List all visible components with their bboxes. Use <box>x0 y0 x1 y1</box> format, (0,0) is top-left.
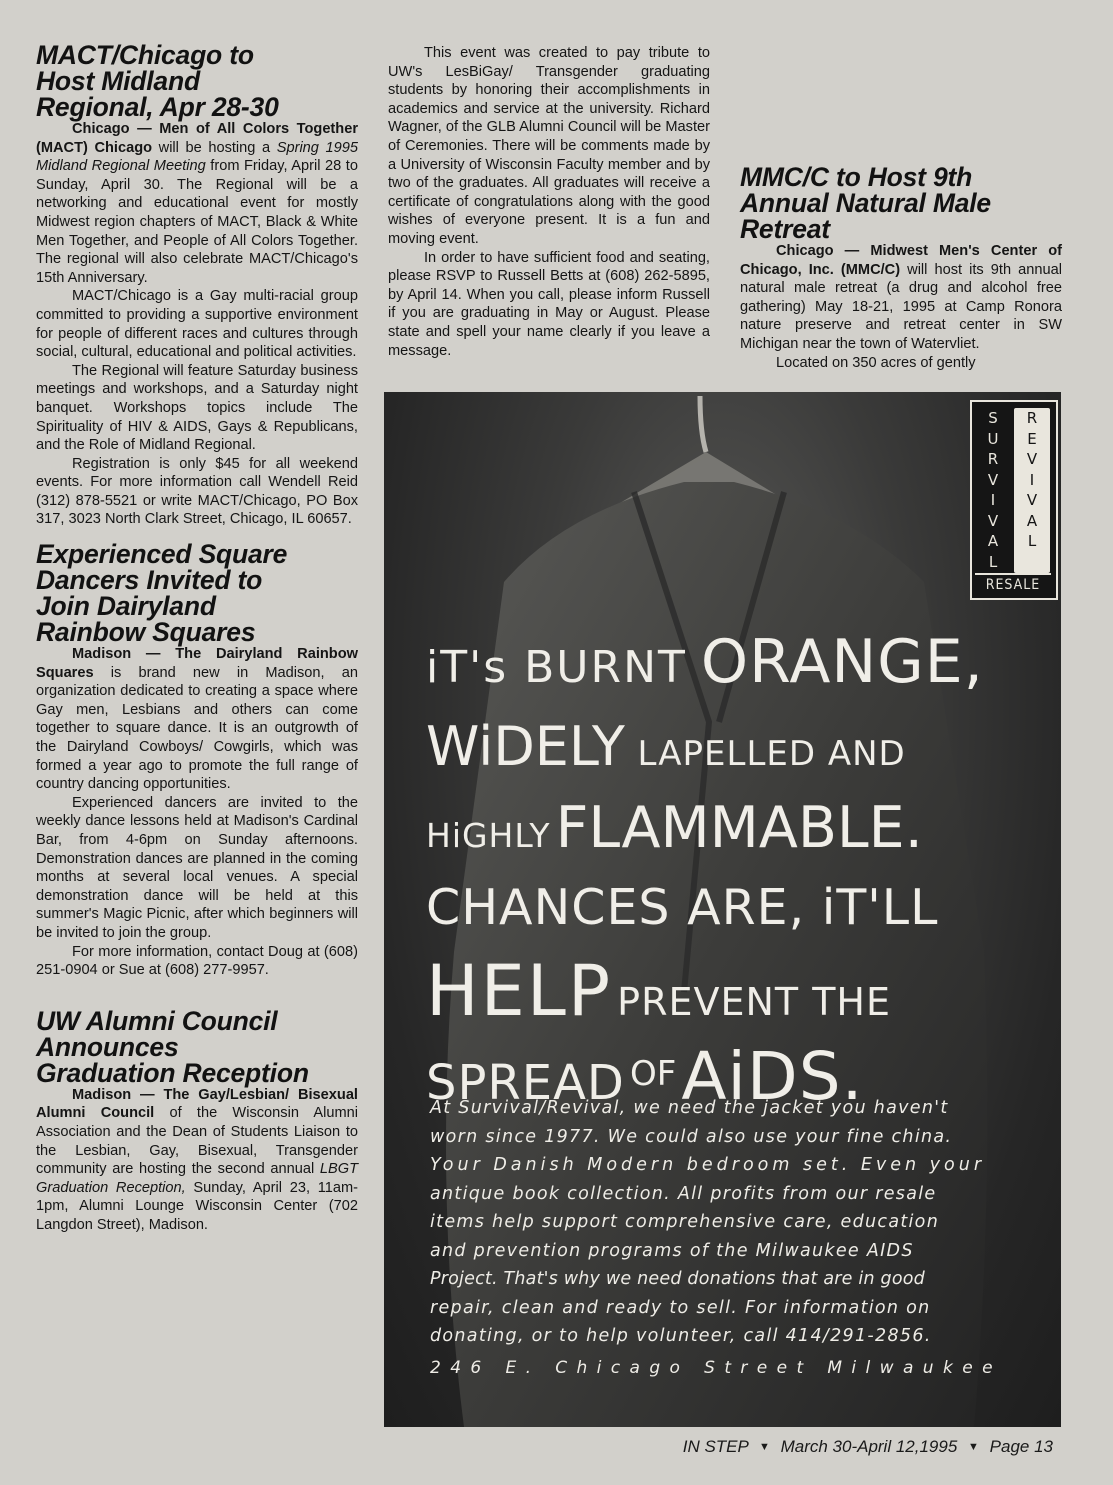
slogan-text: AiDS. <box>681 1038 864 1115</box>
headline-line: Dancers Invited to <box>36 565 263 596</box>
headline-line: Rainbow Squares <box>36 617 256 648</box>
article-mact-headline <box>36 42 358 120</box>
ad-body-line: At Survival/Revival, we need the jacket you haven't <box>430 1098 949 1118</box>
article-square-dance-headline <box>36 539 358 648</box>
logo-letter: V <box>987 470 999 489</box>
ad-body-line: items help support comprehensive care, education <box>430 1212 940 1232</box>
body-text: will be hosting a <box>152 139 277 156</box>
ad-body-copy <box>430 1094 990 1351</box>
logo-resale: RESALE <box>975 573 1051 595</box>
logo-letter: V <box>1026 491 1038 509</box>
publication-name: IN STEP <box>682 1437 749 1456</box>
article-alumni-paragraph: This event was created to pay tribute to UW's LesBiGay/ Transgender graduating students by honoring their accomplishments in academics and service at the university. Richard Wagner, of the GLB Alumni Council will be Master of Ceremonies. There will be comments made by a University of Wisconsin Faculty member and by two of the graduates. All graduates will receive a certificate of congratulations along with the good wishes of everyone present. It is a fun and moving event. <box>388 45 710 247</box>
logo-letter: E <box>1027 429 1037 448</box>
slogan-text: PREVENT THE <box>617 980 892 1024</box>
logo-letter: R <box>1026 409 1038 427</box>
slogan-text: WiDELY <box>426 715 625 778</box>
logo-letter: A <box>1026 511 1038 530</box>
logo-letter: V <box>987 511 999 530</box>
headline-line: Announces <box>36 1031 179 1062</box>
article-retreat-paragraph <box>740 242 1062 354</box>
survival-revival-logo <box>970 400 1058 600</box>
ad-address: 246 E. Chicago Street Milwaukee <box>430 1358 1002 1378</box>
dateline: Madison — The Gay/Lesbian/ Bisexual Alumni Council <box>36 1086 358 1122</box>
body-text: is brand new in Madison, an organization dedicated to creating a space where Gay men, Lesbians and others can come together to square dance. It is an outgrowth of the Dairyland Cowboys/ Cowgirls, which was formed a year ago to promote the full range of country dancing opportunities. <box>36 664 358 793</box>
article-alumni-paragraph <box>36 1086 358 1235</box>
ad-body-line: antique book collection. All profits from our resale <box>430 1183 937 1204</box>
logo-survival-letters <box>976 408 1010 573</box>
ad-body-line: and prevention programs of the Milwaukee AIDS <box>430 1240 914 1261</box>
column-2 <box>388 44 710 360</box>
slogan-text: HELP <box>426 950 613 1032</box>
slogan-text: LAPELLED AND <box>637 734 906 774</box>
ad-slogan <box>426 627 1036 1115</box>
column-1 <box>36 42 358 1235</box>
body-text: will host its 9th annual natural male retreat (a drug and alcohol free gathering) May 18-21, 1995 at Camp Ronora nature preserve and retreat center in SW Michigan near the town of Watervliet. <box>740 261 1062 352</box>
body-text: from Friday, April 28 to Sunday, April 30. The Regional will be a networking and educational event for mostly Midwest region chapters of MACT, Black & White Men Together, and People of All Colors Together. The regional will also celebrate MACT/Chicago's 15th Anniversary. <box>36 158 358 286</box>
separator-icon: ▼ <box>758 1441 770 1453</box>
headline-line: MMC/C to Host 9th <box>740 162 973 192</box>
article-square-dance-paragraph <box>36 645 358 794</box>
article-retreat-paragraph: Located on 350 acres of gently <box>776 354 976 371</box>
event-name: Spring 1995 Midland Regional Meeting <box>36 139 358 175</box>
headline-line: Join Dairyland <box>36 591 216 622</box>
slogan-text: CHANCES ARE, iT'LL <box>426 879 939 936</box>
headline-line: Host Midland <box>36 66 200 96</box>
headline-line: Annual Natural Male <box>740 188 991 218</box>
article-mact-paragraph <box>36 120 358 287</box>
article-alumni-paragraph: In order to have sufficient food and seating, please RSVP to Russell Betts at (608) 262-5895, by April 14. When you call, please inform Russell if you are graduating in May or August. Please state and spell your name clearly if you leave a message. <box>388 249 710 359</box>
separator-icon: ▼ <box>968 1441 979 1453</box>
slogan-text: OF <box>629 1054 677 1094</box>
logo-letter: A <box>987 532 999 550</box>
dateline: Chicago — Midwest Men's Center of Chicago, Inc. (MMC/C) <box>740 243 1062 278</box>
article-mact-paragraph: The Regional will feature Saturday business meetings and workshops, and a Saturday night banquet. Workshops topics include The Spirituality of HIV & AIDS, Gays & Republicans, and the Role of Midland Regional. <box>36 362 358 454</box>
headline-line: Experienced Square <box>36 539 288 570</box>
survival-revival-advertisement <box>384 392 1061 1427</box>
article-alumni-headline <box>36 1005 358 1088</box>
article-square-dance-paragraph: Experienced dancers are invited to the weekly dance lessons held at Madison's Cardinal Bar, from 4-6pm on Sunday afternoons. Demonstration dances are planned in the coming months at several local venues. A special demonstration dance will be held at this summer's Magic Picnic, after which beginners will be invited to join the group. <box>36 794 358 941</box>
event-name: LBGT Graduation Reception, <box>36 1161 358 1196</box>
body-text: of the Wisconsin Alumni Association and the Dean of Students Liaison to the Lesbian, Gay, Bisexual, Transgender community are hosting the second annual <box>36 1105 358 1178</box>
ad-body-line: donating, or to help volunteer, call 414/291-2856. <box>430 1326 932 1346</box>
ad-body-line: Project. That's why we need donations that are in good <box>430 1269 925 1289</box>
ad-body-line: worn since 1977. We could also use your fine china. <box>430 1126 953 1147</box>
slogan-text: FLAMMABLE. <box>555 795 923 861</box>
issue-dates: March 30-April 12,1995 <box>780 1437 958 1456</box>
article-mact-paragraph: MACT/Chicago is a Gay multi-racial group committed to providing a supportive environment for people of different races and cultures through social, cultural, educational and political activities. <box>36 288 358 361</box>
headline-line: Retreat <box>740 214 830 244</box>
dateline: Madison — The Dairyland Rainbow Squares <box>36 646 358 681</box>
logo-letter: L <box>1027 532 1037 550</box>
headline-line: UW Alumni Council <box>36 1005 278 1036</box>
logo-letter: I <box>990 491 996 509</box>
dateline: Chicago — Men of All Colors Together (MACT) Chicago <box>36 121 358 156</box>
page-number: Page 13 <box>989 1437 1053 1456</box>
headline-line: MACT/Chicago to <box>36 40 254 70</box>
headline-line: Regional, Apr 28-30 <box>36 92 279 122</box>
body-text: Sunday, April 23, 11am-1pm, Alumni Lounge Wisconsin Center (702 Langdon Street), Madison. <box>36 1179 358 1233</box>
headline-line: Graduation Reception <box>36 1057 309 1088</box>
ad-body-line: repair, clean and ready to sell. For information on <box>430 1297 931 1318</box>
article-square-dance-paragraph: For more information, contact Doug at (608) 251-0904 or Sue at (608) 277-9957. <box>36 943 358 979</box>
logo-letter: L <box>988 552 998 571</box>
slogan-text: ORANGE, <box>700 627 984 697</box>
page-footer <box>683 1437 1053 1457</box>
column-3 <box>740 44 1062 372</box>
logo-revival-letters <box>1014 408 1050 573</box>
slogan-text: HiGHLY <box>426 816 551 855</box>
logo-letter: I <box>1029 470 1035 489</box>
logo-letter: U <box>987 429 999 448</box>
ad-body-line: Your Danish Modern bedroom set. Even your <box>430 1155 986 1175</box>
slogan-text: SPREAD <box>426 1055 625 1111</box>
article-mact-paragraph: Registration is only $45 for all weekend events. For more information call Wendell Reid (312) 878-5521 or write MACT/Chicago, PO Box 317, 3023 North Clark Street, Chicago, IL 60657. <box>36 455 358 528</box>
logo-letter: S <box>988 409 998 427</box>
article-retreat-headline <box>740 164 1062 242</box>
logo-letter: R <box>987 450 999 468</box>
slogan-text: iT's BURNT <box>426 642 687 693</box>
logo-letter: V <box>1026 450 1038 468</box>
hanger-hook-icon <box>700 396 706 452</box>
